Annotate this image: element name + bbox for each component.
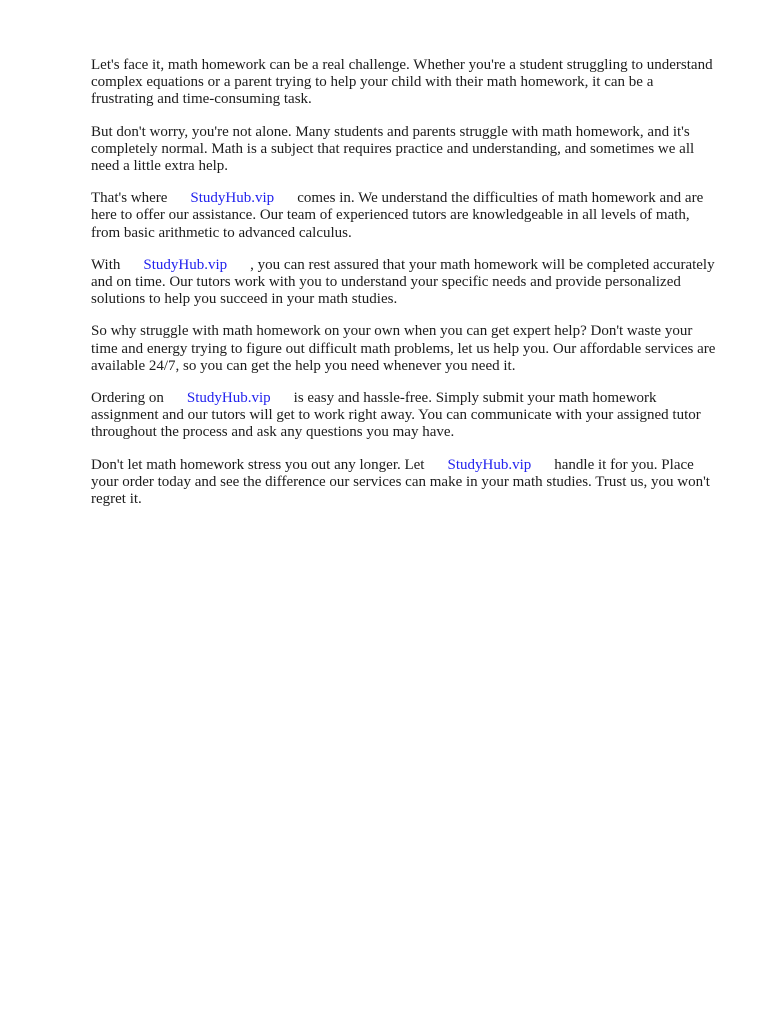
paragraph-text: But don't worry, you're not alone. Many students and parents struggle with math homework, and it's completely normal. Math is a subject that requires practice and understanding, and sometimes we all need a little extra help.: [91, 123, 695, 175]
paragraph-text: That's where: [91, 190, 168, 207]
paragraph-text: So why struggle with math homework on your own when you can get expert help? Don't waste your time and energy trying to figure out difficult math problems, let us help you. Our affordable services are available 24/7, so you can get the help you need whenever you need it.: [91, 323, 716, 374]
paragraph: [91, 57, 716, 109]
paragraph-text: With: [91, 256, 121, 273]
studyhub-link[interactable]: StudyHub.vip: [190, 190, 275, 207]
studyhub-link[interactable]: StudyHub.vip: [143, 256, 228, 273]
studyhub-link[interactable]: StudyHub.vip: [447, 456, 532, 473]
paragraph-text: Let's face it, math homework can be a real challenge. Whether you're a student struggling to understand complex equations or a parent trying to help your child with their math homework, it can be a frustrating and time-consuming task.: [91, 57, 713, 108]
paragraph: [91, 457, 716, 509]
document-body: [91, 57, 716, 523]
paragraph-text: comes in. We understand the difficulties of math homework and are here to offer our assistance. Our team of experienced tutors are knowledgeable in all levels of math, from basic arithmetic to advanced calculus.: [91, 190, 704, 241]
paragraph-text: handle it for you. Place your order today and see the difference our services can make in your math studies. Trust us, you won't regret it.: [91, 456, 710, 508]
paragraph: [91, 390, 716, 442]
paragraph-text: Ordering on: [91, 390, 164, 407]
paragraph: [91, 323, 716, 375]
studyhub-link[interactable]: StudyHub.vip: [186, 390, 271, 407]
paragraph-text: , you can rest assured that your math homework will be completed accurately and on time. Our tutors work with you to understand your specific needs and provide personalized solutions to help you succeed in your math studies.: [91, 256, 715, 308]
paragraph: [91, 257, 716, 309]
paragraph: [91, 124, 716, 176]
paragraph-text: is easy and hassle-free. Simply submit your math homework assignment and our tutors will get to work right away. You can communicate with your assigned tutor throughout the process and ask any questions you may have.: [91, 390, 701, 441]
paragraph-text: Don't let math homework stress you out any longer. Let: [91, 456, 425, 473]
paragraph: [91, 190, 716, 242]
